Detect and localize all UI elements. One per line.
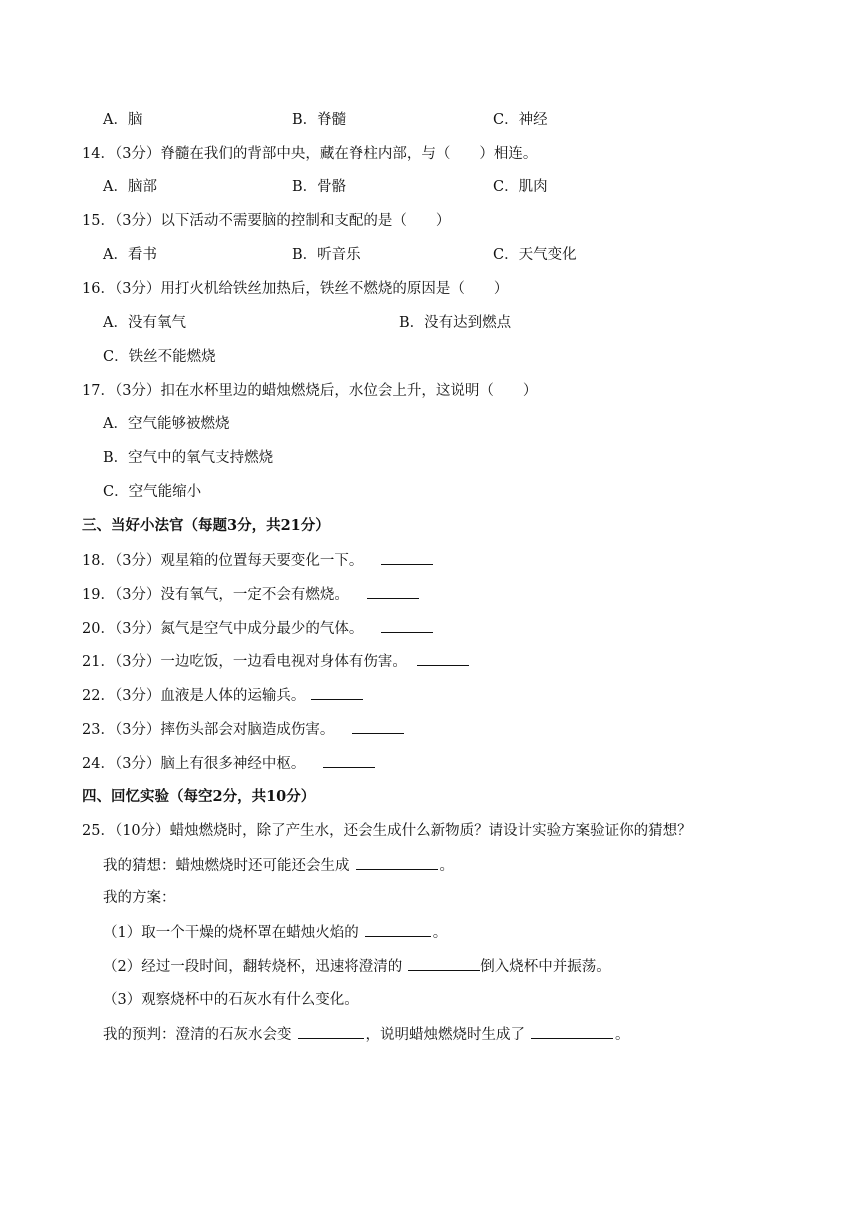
q23-text: 23．（3分）摔伤头部会对脑造成伤害。 bbox=[82, 722, 335, 738]
q16-option-b: B．没有达到燃点 bbox=[399, 315, 512, 331]
q15-option-c: C．天气变化 bbox=[493, 247, 577, 263]
q14-stem: 14．（3分）脊髓在我们的背部中央，藏在脊柱内部，与（ ）相连。 bbox=[82, 146, 538, 162]
q13-option-a: A．脑 bbox=[103, 112, 143, 128]
q15-option-a: A．看书 bbox=[103, 247, 157, 263]
guess-line bbox=[103, 855, 454, 876]
q24-text: 24．（3分）脑上有很多神经中枢。 bbox=[82, 756, 306, 772]
predict-line bbox=[103, 1024, 630, 1045]
q23-item bbox=[82, 719, 406, 740]
predict-blank-2[interactable] bbox=[531, 1024, 613, 1039]
q21-item bbox=[82, 651, 471, 672]
q17-option-a: A．空气能够被燃烧 bbox=[103, 416, 230, 432]
q17-stem: 17．（3分）扣在水杯里边的蜡烛燃烧后，水位会上升，这说明（ ） bbox=[82, 383, 538, 399]
step2-suffix: 倒入烧杯中并振荡。 bbox=[480, 959, 611, 975]
predict-mid: ，说明蜡烛燃烧时生成了 bbox=[365, 1027, 525, 1043]
step3-line: （3）观察烧杯中的石灰水有什么变化。 bbox=[103, 992, 359, 1008]
q23-answer-blank[interactable] bbox=[352, 719, 404, 734]
q14-option-a: A．脑部 bbox=[103, 179, 157, 195]
guess-suffix: 。 bbox=[439, 858, 454, 874]
q21-answer-blank[interactable] bbox=[417, 651, 469, 666]
step1-suffix: 。 bbox=[432, 925, 448, 941]
q22-answer-blank[interactable] bbox=[311, 685, 363, 700]
q19-item bbox=[82, 584, 421, 605]
section-3-title: 三、当好小法官（每题3分，共21分） bbox=[82, 517, 330, 534]
q15-option-b: B．听音乐 bbox=[292, 247, 361, 263]
step2-line bbox=[103, 956, 611, 977]
step1-prefix: （1）取一个干燥的烧杯罩在蜡烛火焰的 bbox=[103, 925, 359, 941]
q24-item bbox=[82, 753, 377, 774]
q24-answer-blank[interactable] bbox=[323, 753, 375, 768]
q17-option-c: C．空气能缩小 bbox=[103, 484, 202, 500]
q21-text: 21．（3分）一边吃饭，一边看电视对身体有伤害。 bbox=[82, 654, 407, 670]
q14-option-b: B．骨骼 bbox=[292, 179, 347, 195]
q16-stem: 16．（3分）用打火机给铁丝加热后，铁丝不燃烧的原因是（ ） bbox=[82, 281, 509, 297]
q20-answer-blank[interactable] bbox=[381, 618, 433, 633]
q16-option-c: C．铁丝不能燃烧 bbox=[103, 349, 216, 365]
q14-option-c: C．肌肉 bbox=[493, 179, 548, 195]
plan-label: 我的方案： bbox=[103, 890, 176, 906]
q19-text: 19．（3分）没有氧气，一定不会有燃烧。 bbox=[82, 587, 349, 603]
step2-blank[interactable] bbox=[408, 956, 480, 971]
q22-item bbox=[82, 685, 365, 706]
step1-blank[interactable] bbox=[365, 922, 431, 937]
q20-text: 20．（3分）氮气是空气中成分最少的气体。 bbox=[82, 621, 364, 637]
predict-blank-1[interactable] bbox=[298, 1024, 364, 1039]
q20-item bbox=[82, 618, 435, 639]
guess-prefix: 我的猜想：蜡烛燃烧时还可能还会生成 bbox=[103, 858, 350, 874]
section-4-title: 四、回忆实验（每空2分，共10分） bbox=[82, 788, 316, 805]
q19-answer-blank[interactable] bbox=[367, 584, 419, 599]
predict-prefix: 我的预判：澄清的石灰水会变 bbox=[103, 1027, 292, 1043]
q18-answer-blank[interactable] bbox=[381, 550, 433, 565]
q15-stem: 15．（3分）以下活动不需要脑的控制和支配的是（ ） bbox=[82, 213, 451, 229]
guess-blank[interactable] bbox=[356, 855, 438, 870]
step1-line bbox=[103, 922, 447, 943]
q18-item bbox=[82, 550, 435, 571]
q25-stem: 25．（10分）蜡烛燃烧时，除了产生水，还会生成什么新物质？请设计实验方案验证你的猜想？ bbox=[82, 823, 692, 839]
q22-text: 22．（3分）血液是人体的运输兵。 bbox=[82, 688, 306, 704]
q17-option-b: B．空气中的氧气支持燃烧 bbox=[103, 450, 274, 466]
step2-prefix: （2）经过一段时间，翻转烧杯，迅速将澄清的 bbox=[103, 959, 403, 975]
q13-option-c: C．神经 bbox=[493, 112, 548, 128]
q16-option-a: A．没有氧气 bbox=[103, 315, 186, 331]
q18-text: 18．（3分）观星箱的位置每天要变化一下。 bbox=[82, 553, 364, 569]
predict-suffix: 。 bbox=[615, 1027, 630, 1043]
q13-option-b: B．脊髓 bbox=[292, 112, 347, 128]
